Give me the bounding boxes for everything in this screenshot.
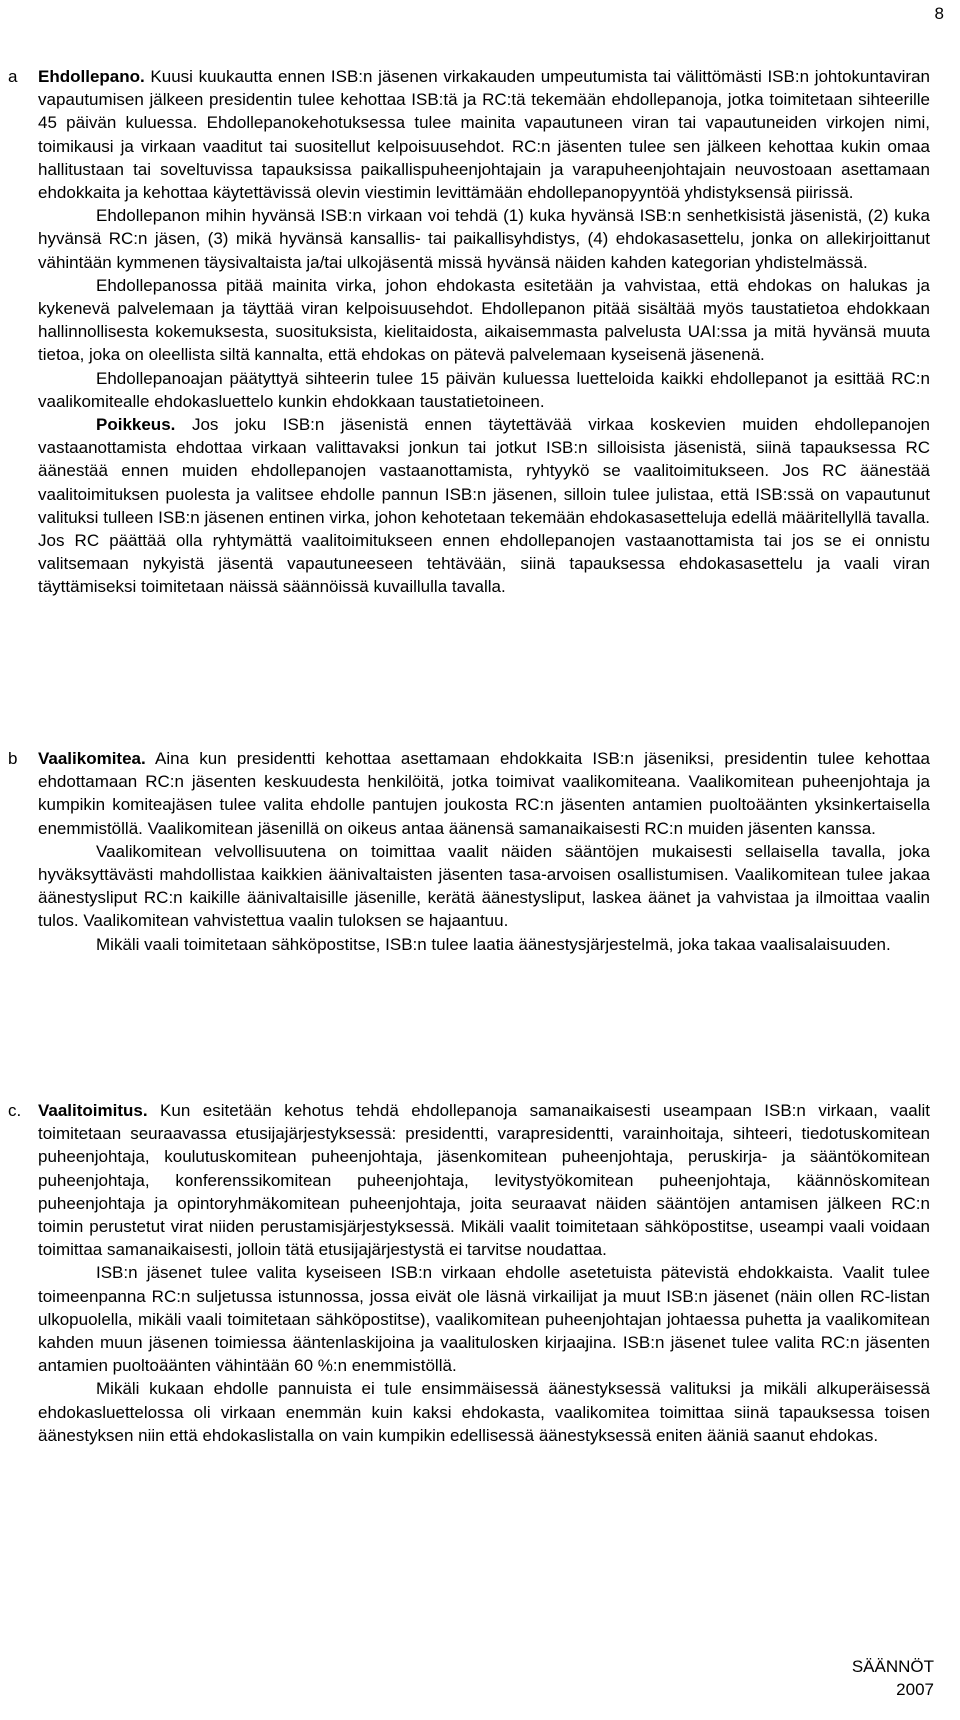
paragraph: ISB:n jäsenet tulee valita kyseiseen ISB:n virkaan ehdolle asetetuista pätevistä ehdokkaista. Vaalit tulee toimeenpanna RC:n suljetussa istunnossa, jossa eivät ole läsnä virkailijat ja muut ISB:n jäsenet (näin ollen RC-listan ulkopuolella, mikäli vaali toimitetaan sähköpostitse), vaalikomitean puheenjohtajan johtaessa puhetta ja vaalikomitean kahden muun jäsenen toimiessa ääntenlaskijoina ja vaalitulosken kirjaajina. ISB:n jäsenet tulee valita RC:n jäsenten antamien puoltoäänten vähintään 60 %:n enemmistöllä. [38, 1263, 930, 1376]
section-heading: Vaalikomitea. [38, 749, 146, 768]
section-b [8, 747, 930, 956]
paragraph-text: Aina kun presidentti kehottaa asettamaan ehdokkaita ISB:n jäseniksi, presidentin tulee kehottaa ehdottamaan RC:n jäsenten keskuudesta henkilöitä, jotka toimivat vaalikomiteana. Vaalikomitean puheenjohtaja ja kumpikin komiteajäsen tulee valita ehdolle pantujen joukosta RC:n jäsenten antamien puoltoäänten yksinkertaisella enemmistöllä. Vaalikomitean jäsenillä on oikeus antaa äänensä samanaikaisesti RC:n muiden jäsenten kanssa. [38, 749, 930, 838]
section-content [38, 1099, 930, 1447]
section-content [38, 747, 930, 956]
section-c [8, 1099, 930, 1447]
section-heading: Ehdollepano. [38, 67, 145, 86]
paragraph: Ehdollepanoajan päätyttyä sihteerin tulee 15 päivän kuluessa luetteloida kaikki ehdollepanot ja esittää RC:n vaalikomitealle ehdokasluettelo kunkin ehdokkaan taustatietoineen. [38, 368, 930, 411]
section-marker: a [8, 67, 18, 86]
section-heading: Vaalitoimitus. [38, 1101, 148, 1120]
paragraph [38, 747, 930, 840]
page-number: 8 [934, 4, 944, 23]
section-content [38, 65, 930, 599]
paragraph-text: Kun esitetään kehotus tehdä ehdollepanoja samanaikaisesti useampaan ISB:n virkaan, vaalit toimitetaan seuraavassa etusijajärjestyksessä: presidentti, varapresidentti, varainhoitaja, sihteeri, tiedotuskomitean puheenjohtaja, koulutuskomitean puheenjohtaja, jäsenkomitean puheenjohtaja, peruskirja- ja sääntökomitean puheenjohtaja, konferenssikomitean puheenjohtaja, levitystyökomitean puheenjohtaja, käännöskomitean puheenjohtaja ja opintoryhmäkomitean puheenjohtaja, joita seuraavat näiden sääntöjen antamisen jälkeen RC:n toimin perustetut virat niiden perustamisjärjestyksessä. Mikäli vaalit toimitetaan sähköpostitse, useampi vaali voidaan toimittaa samanaikaisesti, jolloin tätä etusijajärjestystä ei tarvitse noudattaa. [38, 1101, 930, 1260]
footer-year: 2007 [896, 1680, 934, 1699]
paragraph [38, 1099, 930, 1261]
section-a [8, 65, 930, 599]
paragraph [38, 65, 930, 204]
footer-title: SÄÄNNÖT [851, 1657, 934, 1676]
exception-heading: Poikkeus. [96, 415, 176, 435]
paragraph: Mikäli vaali toimitetaan sähköpostitse, ISB:n tulee laatia äänestysjärjestelmä, joka takaa vaalisalaisuuden. [96, 934, 891, 954]
paragraph: Mikäli kukaan ehdolle pannuista ei tule ensimmäisessä äänestyksessä valituksi ja mikäli alkuperäisessä ehdokasluettelossa oli virkaan enemmän kuin kaksi ehdokasta, vaalikomitea toimittaa siinä tapauksessa toisen äänestyksen niin että ehdokaslistalla on vain kumpikin edellisessä äänestyksessä eniten ääniä saanut ehdokas. [38, 1379, 930, 1445]
paragraph-text: Kuusi kuukautta ennen ISB:n jäsenen virkakauden umpeutumista tai välittömästi ISB:n johtokuntaviran vapautumisen jälkeen presidentin tulee kehottaa ISB:tä ja RC:tä tekemään ehdollepanoja, jotka toimitetaan sihteerille 45 päivän kuluessa. Ehdollepanokehotuksessa tulee mainita vapautuneen viran tai vapautuneiden virkojen nimi, toimikausi ja virkaan vaaditut tai suositellut kelpoisuusehdot. RC:n jäsenten tulee sen jälkeen kehottaa kukin omaa hallitustaan tai soveltuvissa tapauksissa paikallispuheenjohtajain ja varapuheenjohtajain neuvostoaan asettamaan ehdokkaita ja kehottaa käytettävissä olevin viestimin levittämään ehdollepanopyyntöä yhdistyksensä piirissä. [38, 67, 930, 203]
paragraph-text: Jos joku ISB:n jäsenistä ennen täytettävää virkaa koskevien muiden ehdollepanojen vastaanottamista ehdottaa virkaan valittavaksi jonkun tai jotkut ISB:n silloisista jäsenistä, siinä tapauksessa RC äänestää ennen muiden ehdollepanojen vastaanottamista, ryhtyykö se vaalitoimitukseen. Jos RC äänestää vaalitoimituksen puolesta ja valitsee ehdolle pannun ISB:n jäsenen, silloin tulee julistaa, että ISB:ssä on vapautunut valituksi tulleen ISB:n jäsenen entinen virka, johon kehotetaan tekemään ehdokasasetteluja edellä määritellyllä tavalla. Jos RC päättää olla ryhtymättä vaalitoimitukseen ennen ehdollepanojen vastaanottamista tai jos se ei onnistu valitsemaan nykyistä jäsentä vapautuneeseen tehtävään, siinä tapauksessa ehdokasasettelu ja vaali viran täyttämiseksi toimitetaan näissä säännöissä kuvaillulla tavalla. [38, 415, 930, 597]
footer [852, 1655, 934, 1701]
paragraph [38, 413, 930, 599]
section-marker: b [8, 749, 18, 768]
paragraph: Vaalikomitean velvollisuutena on toimittaa vaalit näiden sääntöjen mukaisesti sellaisella tavalla, joka hyväksyttävästi mahdollistaa kaikkien äänivaltaisten jäsenten tasa-arvoisen osallistumisen. Vaalikomitean tulee jakaa äänestysliput RC:n kaikille äänivaltaisille jäsenille, kerätä äänestysliput, laskea äänet ja vahvistaa ja ilmoittaa vaalin tulos. Vaalikomitean vahvistettua vaalin tuloksen se hajaantuu. [38, 841, 930, 931]
section-marker: c. [8, 1101, 22, 1120]
paragraph: Ehdollepanon mihin hyvänsä ISB:n virkaan voi tehdä (1) kuka hyvänsä ISB:n senhetkisistä jäsenistä, (2) kuka hyvänsä RC:n jäsen, (3) mikä hyvänsä kansallis- tai paikallisyhdistys, (4) ehdokasasettelu, jonka on allekirjoittanut vähintään kymmenen täysivaltaista ja/tai ulkojäsentä missä hyvänsä näiden kahden kategorian yhdistelmässä. [38, 206, 930, 272]
paragraph: Ehdollepanossa pitää mainita virka, johon ehdokasta esitetään ja vahvistaa, että ehdokas on halukas ja kykenevä palvelemaan ja täyttää viran kelpoisuusehdot. Ehdollepanon pitää sisältää myös taustatietoa ehdokkaan hallinnollisesta kokemuksesta, suosituksista, kielitaidosta, aikaisemmasta palvelusta UAI:ssa ja mitä hyvänsä muuta tietoa, joka on oleellista siltä kannalta, että ehdokas on pätevä palvelemaan kyseisenä jäsenenä. [38, 275, 930, 365]
